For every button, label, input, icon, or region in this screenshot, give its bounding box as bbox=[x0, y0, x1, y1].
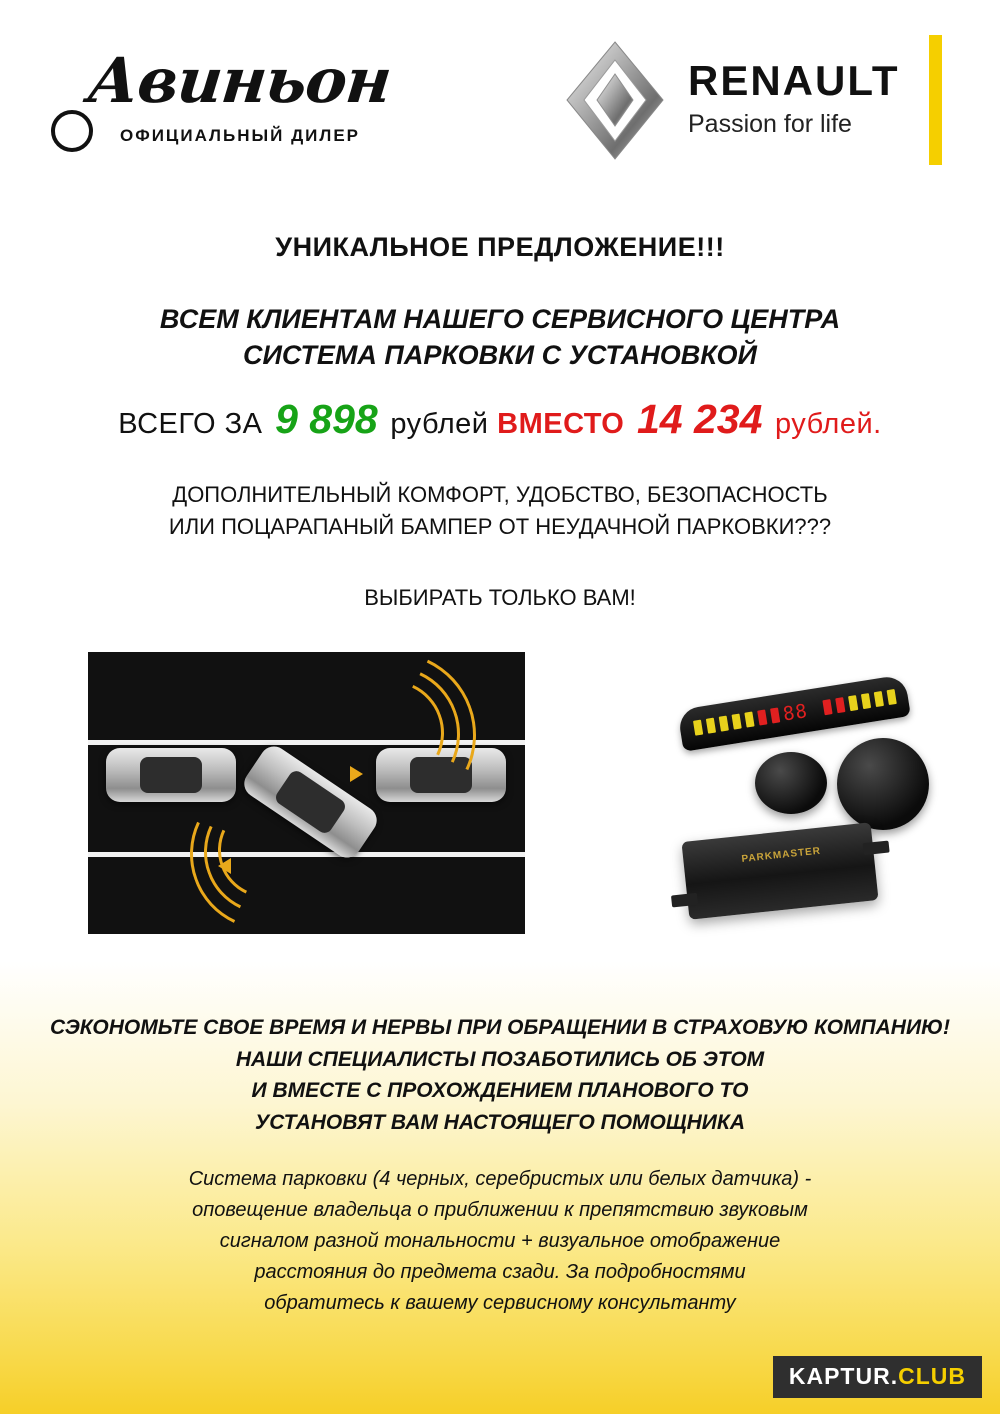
bottom-headline bbox=[0, 1012, 1000, 1138]
price-instead-label: ВМЕСТО bbox=[497, 407, 625, 440]
renault-text-block bbox=[688, 57, 900, 139]
offer-headline-line2: СИСТЕМА ПАРКОВКИ С УСТАНОВКОЙ bbox=[243, 340, 757, 371]
dealer-name: Авиньон bbox=[84, 44, 395, 117]
car-glass bbox=[140, 757, 202, 794]
kit-mount-tab bbox=[863, 841, 890, 856]
dealer-subtitle: ОФИЦИАЛЬНЫЙ ДИЛЕР bbox=[119, 126, 361, 145]
kit-sensor-large bbox=[837, 738, 929, 830]
offer-title: УНИКАЛЬНОЕ ПРЕДЛОЖЕНИЕ!!! bbox=[275, 232, 725, 262]
price-line bbox=[0, 396, 1000, 443]
direction-arrow bbox=[350, 766, 363, 782]
direction-arrow bbox=[218, 858, 231, 874]
accent-bar bbox=[929, 35, 942, 165]
offer-headline bbox=[0, 301, 1000, 374]
offer-choose-line: ВЫБИРАТЬ ТОЛЬКО ВАМ! bbox=[364, 584, 636, 610]
price-old-unit: рублей. bbox=[775, 407, 882, 440]
watermark bbox=[773, 1356, 982, 1398]
kit-mount-tab bbox=[671, 893, 698, 908]
bottom-section bbox=[0, 1012, 1000, 1319]
bottom-description bbox=[0, 1164, 1000, 1319]
parking-illustration bbox=[88, 652, 525, 934]
bottom-description-line1: Система парковки (4 черных, серебристых или белых датчика) - bbox=[188, 1168, 812, 1190]
parking-kit-illustration bbox=[655, 672, 955, 942]
bottom-headline-line3: И ВМЕСТЕ С ПРОХОЖДЕНИЕМ ПЛАНОВОГО ТО bbox=[251, 1079, 749, 1102]
dealer-logo bbox=[45, 40, 435, 170]
offer-benefit-line1: ДОПОЛНИТЕЛЬНЫЙ КОМФОРТ, УДОБСТВО, БЕЗОПАСНОСТЬ bbox=[172, 481, 828, 507]
bottom-description-line3: сигналом разной тональности + визуальное отображение bbox=[219, 1230, 781, 1252]
bottom-description-line4: расстояния до предмета сзади. За подробностями bbox=[254, 1261, 746, 1283]
kit-control-unit-label: PARKMASTER bbox=[741, 845, 822, 865]
renault-diamond-icon bbox=[560, 38, 670, 163]
offer-headline-line1: ВСЕМ КЛИЕНТАМ НАШЕГО СЕРВИСНОГО ЦЕНТРА bbox=[159, 304, 841, 334]
renault-tagline: Passion for life bbox=[688, 110, 852, 138]
price-old-value: 14 234 bbox=[636, 395, 763, 442]
bottom-description-line2: оповещение владельца о приближении к препятствию звуковым bbox=[192, 1199, 808, 1221]
bottom-headline-line4: УСТАНОВЯТ ВАМ НАСТОЯЩЕГО ПОМОЩНИКА bbox=[254, 1110, 745, 1134]
bottom-headline-line2: НАШИ СПЕЦИАЛИСТЫ ПОЗАБОТИЛИСЬ ОБ ЭТОМ bbox=[235, 1047, 765, 1071]
poster-header bbox=[0, 0, 1000, 200]
car-parked-left bbox=[106, 748, 236, 802]
price-new-unit: рублей bbox=[390, 407, 489, 440]
offer-benefits bbox=[0, 479, 1000, 543]
kit-display-digits: 88 bbox=[781, 699, 810, 726]
bottom-headline-line1: СЭКОНОМЬТЕ СВОЕ ВРЕМЯ И НЕРВЫ ПРИ ОБРАЩЕНИИ В СТРАХОВУЮ КОМПАНИЮ! bbox=[50, 1016, 950, 1039]
watermark-suffix: CLUB bbox=[898, 1363, 966, 1389]
renault-logo-block bbox=[560, 38, 910, 163]
price-new-value: 9 898 bbox=[275, 395, 378, 442]
watermark-prefix: KAPTUR. bbox=[788, 1363, 899, 1389]
kit-sensor-small bbox=[755, 752, 827, 814]
offer-section bbox=[0, 232, 1000, 611]
bottom-description-line5: обратитесь к вашему сервисному консультанту bbox=[264, 1292, 736, 1314]
offer-benefit-line2: ИЛИ ПОЦАРАПАНЫЙ БАМПЕР ОТ НЕУДАЧНОЙ ПАРКОВКИ??? bbox=[168, 513, 832, 539]
price-prefix: ВСЕГО ЗА bbox=[118, 407, 263, 440]
kit-control-unit bbox=[681, 822, 878, 919]
renault-name: RENAULT bbox=[688, 57, 900, 104]
